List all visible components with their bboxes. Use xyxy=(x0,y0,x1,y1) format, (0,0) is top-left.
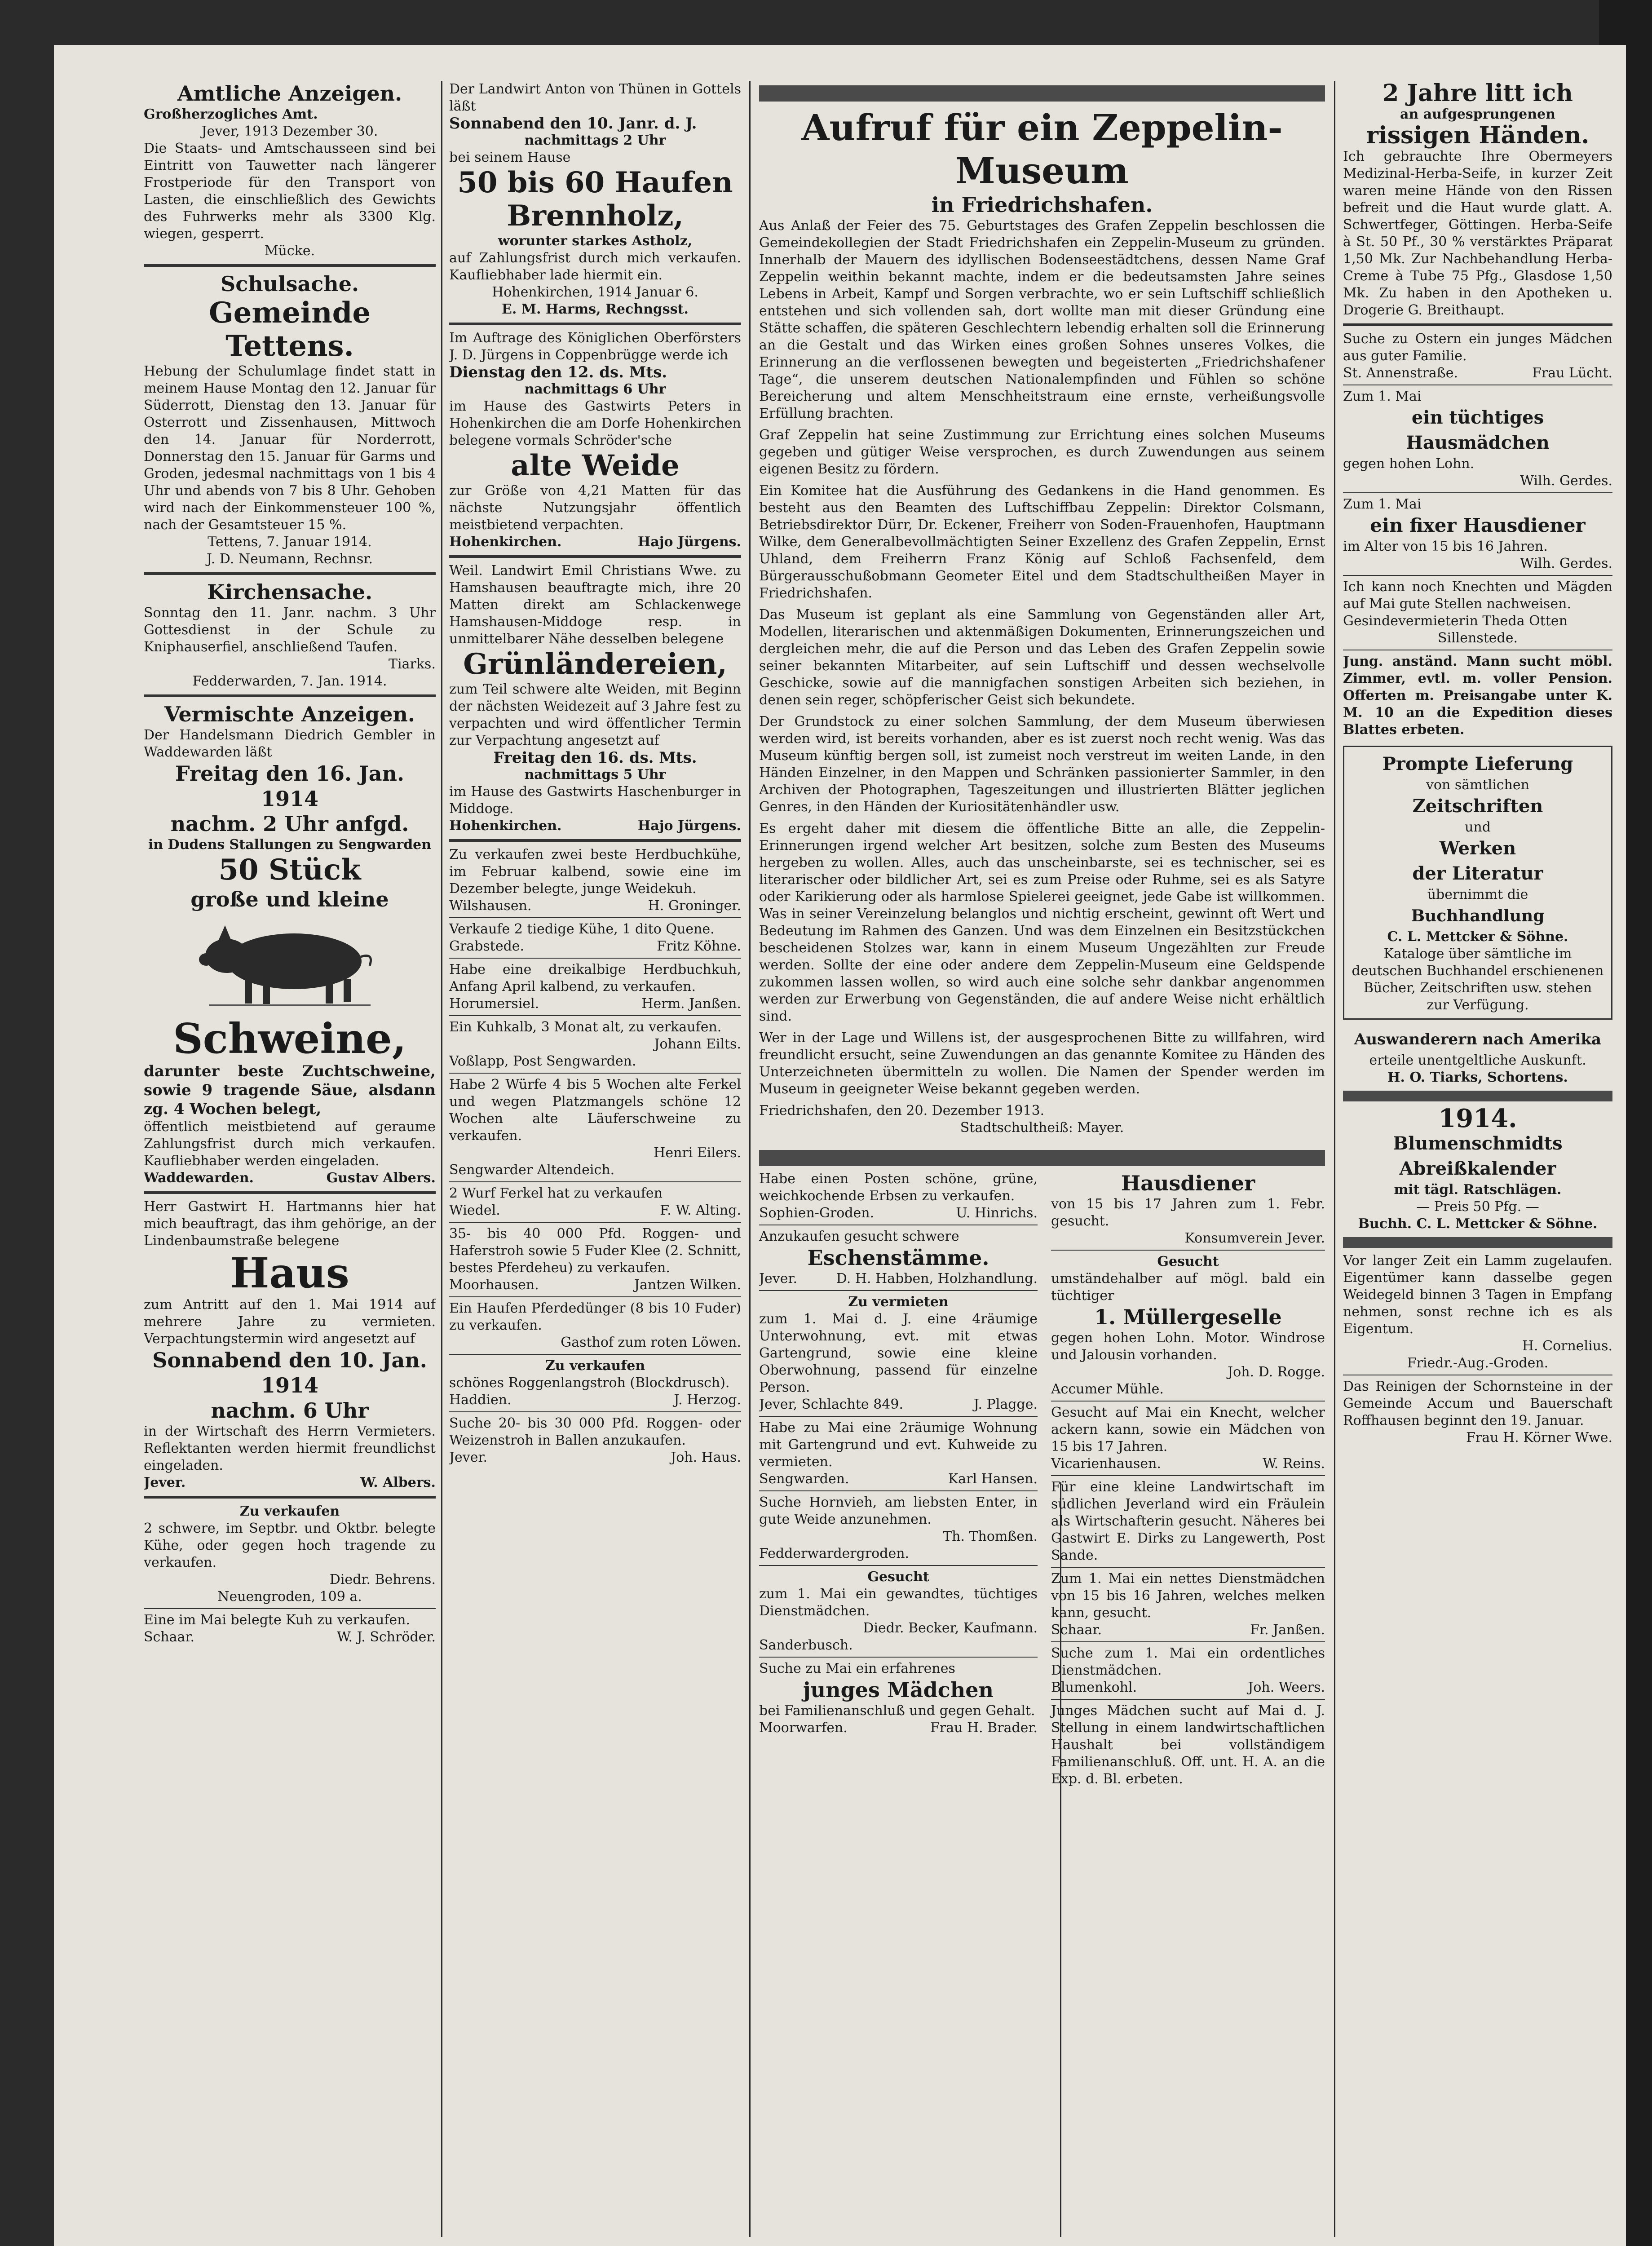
ad-signature: Fritz Köhne. xyxy=(657,938,741,954)
divider xyxy=(449,323,741,325)
divider xyxy=(1343,323,1612,326)
notice-date: Tettens, 7. Januar 1914. xyxy=(208,534,372,550)
ad-signature: Wilh. Gerdes. xyxy=(1520,473,1612,489)
notice-signature: Mücke. xyxy=(264,243,315,259)
notice-text: Die Staats- und Amtschausseen sind bei Eintritt von Tauwetter nach längerer Frostperiode für den Transport von Lasten, die einschließlich des Gewichts des Fuhrwerks mehr als 3300 Klg. wiegen, gesperrt. xyxy=(144,141,436,242)
ad-text: Weil. Landwirt Emil Christians Wwe. zu Hamshausen beauftragte mich, ihre 20 Matten direkt am Schlackenwege Hamshausen-Middoge resp. in unmittelbarer Nähe desselben belegene xyxy=(449,563,741,647)
ad-heading: Zu verkaufen xyxy=(545,1358,645,1374)
ad-place: Wiedel. xyxy=(449,1203,500,1218)
ad-heading: junges Mädchen xyxy=(803,1678,994,1702)
ad-heading: alte Weide xyxy=(511,449,680,482)
ad-text: Kataloge über sämtliche im deutschen Buchhandel erschienenen Bücher, Zeitschriften usw. stehen zur Verfügung. xyxy=(1352,946,1604,1013)
ad-heading: Blumenschmidts Abreißkalender xyxy=(1393,1133,1563,1179)
article-paragraph: Der Grundstock zu einer solchen Sammlung, der dem Museum überwiesen werden wird, ist bereits vorhanden, aber es ist zuerst noch recht wenig. Was das Museum künftig bergen soll, ist zumeist noch verstreut im weiten Lande, in den Händen Einzelner, in den Mappen und Schränken passionierter Sammler, in den Archiven der Photographen, Tageszeitungen und illustrierten Blätter jeglichen Genres, in den Händen der Kuriositätenhändler usw. xyxy=(759,714,1325,815)
ad-text: auf Zahlungsfrist durch mich verkaufen. Kaufliebhaber lade hiermit ein. xyxy=(449,250,741,283)
ad-place: Hohenkirchen. xyxy=(449,818,562,834)
article-date: Friedrichshafen, den 20. Dezember 1913. xyxy=(759,1103,1045,1119)
bookshop-ad xyxy=(1343,746,1612,1020)
divider xyxy=(144,572,436,575)
ad-time: nachm. 6 Uhr xyxy=(211,1398,369,1423)
ad-place: Jever. xyxy=(759,1271,798,1287)
ad-heading: Schweine, xyxy=(173,1014,406,1063)
ad-heading: Auswanderern nach Amerika xyxy=(1354,1030,1602,1048)
ad-text: Zum 1. Mai xyxy=(1343,389,1422,404)
article-paragraph: Graf Zeppelin hat seine Zustimmung zur Errichtung eines solchen Museums gegeben und gütiger Weise versprochen, es durch Zuwendungen aus seinem eigenen Besitz zu fördern. xyxy=(759,427,1325,477)
ad-heading: Gesucht xyxy=(867,1569,929,1585)
ad-text: Suche 20- bis 30 000 Pfd. Roggen- oder Weizenstroh in Ballen anzukaufen. xyxy=(449,1415,741,1448)
banner-bar xyxy=(759,85,1325,102)
ad-text: 2 schwere, im Septbr. und Oktbr. belegte Kühe, oder gegen hoch tragende zu verkaufen. xyxy=(144,1521,436,1570)
ad-text: umständehalber auf mögl. bald ein tüchtiger xyxy=(1051,1271,1325,1304)
ad-text: Im Auftrage des Königlichen Oberförsters J. D. Jürgens in Coppenbrügge werde ich xyxy=(449,330,741,363)
ad-signature: Diedr. Behrens. xyxy=(329,1572,436,1587)
ad-date: Freitag den 16. Jan. 1914 xyxy=(175,761,405,811)
section-title: Amtliche Anzeigen. xyxy=(177,81,402,106)
divider xyxy=(449,917,741,918)
ad-signature: W. Albers. xyxy=(360,1475,436,1490)
ad-place: St. Annenstraße. xyxy=(1343,365,1458,381)
article-signature: Stadtschultheiß: Mayer. xyxy=(960,1120,1124,1136)
column-rule xyxy=(1334,81,1335,2237)
ad-text: Verkaufe 2 tiedige Kühe, 1 dito Quene. xyxy=(449,921,715,937)
ad-signature: Jantzen Wilken. xyxy=(634,1277,741,1293)
ad-text: Ich gebrauchte Ihre Obermeyers Medizinal-Herba-Seife, in kurzer Zeit waren meine Hände von den Rissen befreit und die Haut wurde glatt. A. Schwertfeger, Göttingen. Herba-Seife à St. 50 Pf., 30 % verstärktes Präparat 1,50 Mk. Zur Nachbehandlung Herba-Creme à Tube 75 Pfg., Glasdose 1,50 Mk. Zu haben in den Apotheken u. Drogerie G. Breithaupt. xyxy=(1343,149,1612,318)
ad-signature: Gasthof zum roten Löwen. xyxy=(561,1335,741,1350)
ad-text: im Hause des Gastwirts Haschenburger in Middoge. xyxy=(449,784,741,817)
ad-place: Jever. xyxy=(449,1450,488,1465)
ad-price: — Preis 50 Pfg. — xyxy=(1416,1199,1539,1215)
ad-text: Herr Gastwirt H. Hartmanns hier hat mich beauftragt, das ihm gehörige, an der Lindenbaumstraße belegene xyxy=(144,1199,436,1249)
section-title: Kirchensache. xyxy=(207,580,373,604)
ad-signature: Gesindevermieterin Theda Otten xyxy=(1343,613,1568,629)
ad-subheading: mit tägl. Ratschlägen. xyxy=(1394,1182,1562,1198)
ad-heading: Zu vermieten xyxy=(848,1294,949,1310)
banner-bar xyxy=(1343,1091,1612,1101)
ad-signature: Joh. Haus. xyxy=(671,1450,741,1465)
ad-place: bei seinem Hause xyxy=(449,150,571,165)
ad-text: in der Wirtschaft des Herrn Vermieters. Reflektanten werden hiermit freundlichst eingeladen. xyxy=(144,1424,436,1473)
ad-subheading: worunter starkes Astholz, xyxy=(498,233,693,249)
column-3 xyxy=(759,81,1325,1788)
notice-heading: Gemeinde Tettens. xyxy=(208,296,371,363)
subcolumn-right xyxy=(1051,1171,1325,1788)
ad-text: Suche Hornvieh, am liebsten Enter, in gute Weide anzunehmen. xyxy=(759,1494,1038,1527)
ad-signature: Hajo Jürgens. xyxy=(637,534,741,550)
ad-place: Sophien-Groden. xyxy=(759,1205,875,1221)
ad-place: Blumenkohl. xyxy=(1051,1680,1137,1695)
ad-signature: F. W. Alting. xyxy=(660,1203,741,1218)
section-title: Schulsache. xyxy=(220,272,359,296)
ad-text: im Alter von 15 bis 16 Jahren. xyxy=(1343,539,1548,554)
ad-place: Voßlapp, Post Sengwarden. xyxy=(449,1053,636,1069)
ad-heading: 1. Müllergeselle xyxy=(1094,1305,1282,1329)
ad-signature: Henri Eilers. xyxy=(654,1145,741,1161)
divider xyxy=(1051,1699,1325,1700)
notice-date: Jever, 1913 Dezember 30. xyxy=(201,124,378,139)
ad-heading: Zu verkaufen xyxy=(239,1503,340,1519)
ad-signature: W. J. Schröder. xyxy=(336,1629,436,1645)
ad-time: nachmittags 5 Uhr xyxy=(524,767,666,783)
ad-place: Grabstede. xyxy=(449,938,525,954)
ad-signature: H. Groninger. xyxy=(648,898,741,914)
section-title: Vermischte Anzeigen. xyxy=(164,702,415,726)
divider xyxy=(144,1608,436,1609)
ad-text: und xyxy=(1465,819,1491,835)
article-paragraph: Es ergeht daher mit diesem die öffentliche Bitte an alle, die Zeppelin-Erinnerungen irgend welcher Art besitzen, solche zum Besten des Museums hergeben zu wollen. Alles, auch das unscheinbarste, sei es technischer, sei es literarischer oder bildlicher Art, sei es zum Preise oder Ruhme, sei es als Satyre oder Karikierung oder als harmlose Spielerei geeignet, jede Gabe ist willkommen. Was in seiner Vereinzelung belanglos und nichtig erscheint, gewinnt oft Wert und Bedeutung im Rahmen des Ganzen. Und was dem Einzelnen ein Besitzstückchen bescheidenen Stolzes war, kann in einem Museum Ungezählten zur Freude werden. Sollte der eine oder andere dem Zeppelin-Museum eine Geldspende zukommen lassen wollen, so wird auch eine solche sehr dankbar angenommen werden zur Erwerbung von Gegenständen, die auf andere Weise nicht erhältlich sind. xyxy=(759,821,1325,1024)
ad-signature: H. O. Tiarks, Schortens. xyxy=(1387,1070,1568,1085)
divider xyxy=(1051,1641,1325,1642)
ad-text: Ich kann noch Knechten und Mägden auf Mai gute Stellen nachweisen. xyxy=(1343,579,1612,612)
ad-place: Horumersiel. xyxy=(449,996,539,1012)
ad-text: Junges Mädchen sucht auf Mai d. J. Stellung in einem landwirtschaftlichen Haushalt bei vollständigem Familienanschluß. Off. unt. H. A. an die Exp. d. Bl. erbeten. xyxy=(1051,1703,1325,1787)
ad-place: Sengwarden. xyxy=(759,1471,849,1487)
ad-place: Sanderbusch. xyxy=(759,1637,853,1653)
ad-text: Der Landwirt Anton von Thünen in Gottels läßt xyxy=(449,81,741,114)
ad-text: Ein Haufen Pferdedünger (8 bis 10 Fuder) zu verkaufen. xyxy=(449,1300,741,1333)
ad-text: Zum 1. Mai xyxy=(1343,496,1422,512)
notice-text: Sonntag den 11. Janr. nachm. 3 Uhr Gottesdienst in der Schule zu Kniphauserfiel, anschließend Taufen. xyxy=(144,605,436,655)
ad-signature: U. Hinrichs. xyxy=(956,1205,1038,1221)
ad-heading: ein tüchtiges Hausmädchen xyxy=(1406,407,1550,453)
ad-heading: 50 bis 60 Haufen xyxy=(457,166,733,199)
ad-text: erteile unentgeltliche Auskunft. xyxy=(1369,1052,1586,1068)
ad-heading: rissigen Händen. xyxy=(1366,122,1590,149)
divider xyxy=(1343,492,1612,493)
divider xyxy=(144,694,436,697)
ad-date: Freitag den 16. ds. Mts. xyxy=(493,749,697,767)
ad-signature: Diedr. Becker, Kaufmann. xyxy=(863,1620,1038,1636)
banner-bar xyxy=(1343,1237,1612,1248)
divider xyxy=(449,555,741,558)
ad-signature: Th. Thomßen. xyxy=(943,1529,1038,1544)
ad-signature: Joh. D. Rogge. xyxy=(1228,1364,1325,1380)
ad-signature: Konsumverein Jever. xyxy=(1184,1230,1325,1246)
ad-text: darunter beste Zuchtschweine, sowie 9 tragende Säue, alsdann zg. 4 Wochen belegt, xyxy=(144,1062,436,1118)
divider xyxy=(1051,1401,1325,1402)
article-subtitle: in Friedrichshafen. xyxy=(931,193,1153,217)
notice-date: Fedderwarden, 7. Jan. 1914. xyxy=(192,673,387,689)
ad-signature: Frau H. Körner Wwe. xyxy=(1466,1430,1612,1446)
ad-heading: Gesucht xyxy=(1157,1254,1219,1269)
ad-text: Zu verkaufen zwei beste Herdbuchkühe, im Februar kalbend, sowie eine im Dezember belegte, junge Weidekuh. xyxy=(449,847,741,897)
article-title: Aufruf für ein Zeppelin-Museum xyxy=(801,106,1283,192)
ad-signature: Karl Hansen. xyxy=(948,1471,1038,1487)
ad-place: Sillenstede. xyxy=(1437,630,1518,646)
ad-signature: H. Cornelius. xyxy=(1522,1338,1612,1354)
article-paragraph: Das Museum ist geplant als eine Sammlung von Gegenständen aller Art, Modellen, literarischen und aktenmäßigen Dokumenten, Erinnerungszeichen und dergleichen mehr, die auf die Person und das Leben des Grafen Zeppelin sowie seiner bekannten Mitarbeiter, auf sein Luftschiff und dessen wechselvolle Geschicke, sowie auf die mannigfachen sonstigen Arbeiten sich beziehen, in denen sein reger, schöpferischer Geist sich bekundete. xyxy=(759,607,1325,708)
divider xyxy=(144,264,436,267)
column-1 xyxy=(144,81,436,1646)
ad-heading: 1914. xyxy=(1438,1104,1517,1133)
ad-signature: Herm. Janßen. xyxy=(641,996,741,1012)
ad-place: Jever, Schlachte 849. xyxy=(759,1397,904,1412)
ad-heading: C. L. Mettcker & Söhne. xyxy=(1387,929,1568,945)
ad-place: Sengwarder Altendeich. xyxy=(449,1162,615,1178)
ad-text: Eine im Mai belegte Kuh zu verkaufen. xyxy=(144,1612,411,1628)
ad-place: Vicarienhausen. xyxy=(1051,1456,1161,1472)
ad-text: Suche zu Ostern ein junges Mädchen aus guter Familie. xyxy=(1343,331,1612,364)
divider xyxy=(1343,575,1612,576)
ad-text: 35- bis 40 000 Pfd. Roggen- und Haferstroh sowie 5 Fuder Klee (2. Schnitt, bestes Pferdeheu) zu verkaufen. xyxy=(449,1226,741,1276)
divider xyxy=(759,1290,1038,1291)
subcolumn-left xyxy=(759,1171,1038,1788)
ad-text: zum 1. Mai d. J. eine 4räumige Unterwohnung, evt. mit etwas Gartengrund, sowie eine kleine Oberwohnung, passend für einzelne Person. xyxy=(759,1311,1038,1395)
ad-heading: Brennholz, xyxy=(507,199,684,233)
ad-place: Waddewarden. xyxy=(144,1170,254,1186)
divider xyxy=(1051,1250,1325,1251)
ad-place: Wilshausen. xyxy=(449,898,532,914)
ad-heading: Grünländereien, xyxy=(463,647,727,681)
ad-signature: Buchh. C. L. Mettcker & Söhne. xyxy=(1358,1216,1598,1232)
ad-subheading: große und kleine xyxy=(190,887,389,911)
ad-place: in Dudens Stallungen zu Sengwarden xyxy=(148,837,432,853)
ad-place: Haddien. xyxy=(449,1392,512,1408)
ad-text: Suche zu Mai ein erfahrenes xyxy=(759,1661,955,1676)
ad-date: Sonnabend den 10. Janr. d. J. xyxy=(449,115,697,133)
ad-place: Hohenkirchen. xyxy=(449,534,562,550)
ad-date: Hohenkirchen, 1914 Januar 6. xyxy=(492,284,698,300)
ad-text: Jung. anständ. Mann sucht möbl. Zimmer, evtl. m. voller Pension. Offerten m. Preisangabe unter K. M. 10 an die Expedition dieses Blattes erbeten. xyxy=(1343,654,1612,738)
divider xyxy=(1051,1567,1325,1568)
divider xyxy=(449,1354,741,1355)
ad-heading: Werken xyxy=(1439,838,1516,859)
divider xyxy=(449,1073,741,1074)
newspaper-page xyxy=(54,45,1626,2246)
divider xyxy=(759,1565,1038,1566)
ad-signature: Fr. Janßen. xyxy=(1250,1622,1325,1638)
ad-heading: 2 Jahre litt ich xyxy=(1383,81,1573,107)
article-paragraph: Wer in der Lage und Willens ist, der ausgesprochenen Bitte zu willfahren, wird freundlicht ersucht, seine Zuwendungen an das genannte Komitee zu Händen des Unterzeichneten übermitteln zu wollen. Die Namen der Spender werden im Museum in geeigneter Weise bekannt gegeben werden. xyxy=(759,1030,1325,1097)
ad-signature: Frau Lücht. xyxy=(1532,365,1612,381)
ad-signature: W. Reins. xyxy=(1263,1456,1325,1472)
ad-text: zum 1. Mai ein gewandtes, tüchtiges Dienstmädchen. xyxy=(759,1586,1038,1619)
ad-signature: E. M. Harms, Rechngsst. xyxy=(502,301,689,317)
ad-signature: Gustav Albers. xyxy=(326,1170,436,1186)
ad-text: gegen hohen Lohn. xyxy=(1343,456,1475,472)
ad-text: zum Teil schwere alte Weiden, mit Beginn der nächsten Weidezeit auf 3 Jahre fest zu verpachten und wird öffentlicher Termin zur Verpachtung angesetzt auf xyxy=(449,681,741,748)
ad-signature: Frau H. Brader. xyxy=(930,1720,1038,1736)
column-rule xyxy=(749,81,751,2237)
divider xyxy=(144,1191,436,1194)
ad-time: nachm. 2 Uhr anfgd. xyxy=(170,812,409,836)
column-4 xyxy=(1343,81,1612,1446)
ad-time: nachmittags 6 Uhr xyxy=(524,381,666,397)
ad-text: Zum 1. Mai ein nettes Dienstmädchen von 15 bis 16 Jahren, welches melken kann, gesucht. xyxy=(1051,1571,1325,1621)
ad-heading: Haus xyxy=(230,1249,349,1297)
divider xyxy=(449,1296,741,1297)
divider xyxy=(449,839,741,842)
ad-text: übernimmt die xyxy=(1427,887,1528,902)
ad-signature: J. Herzog. xyxy=(674,1392,741,1408)
ad-place: Schaar. xyxy=(144,1629,195,1645)
ad-text: Das Reinigen der Schornsteine in der Gemeinde Accum und Bauerschaft Roffhausen beginnt den 19. Januar. xyxy=(1343,1379,1612,1428)
article-paragraph: Ein Komitee hat die Ausführung des Gedankens in die Hand genommen. Es besteht aus den Beamten des Luftschiffbau Zeppelin: Direktor Colsmann, Betriebsdirektor Dürr, Dr. Eckener, Freiherr von Soden-Frauenhofen, Hauptmann Wilke, dem Generalbevollmächtigten Seiner Exzellenz des Grafen Zeppelin, Ernst Uhland, dem Freiherrn Franz König auf Schloß Fachsenfeld, dem Bürgerausschußobmann Geometer Eitel und dem Stadtschultheißen Mayer in Friedrichshafen. xyxy=(759,483,1325,601)
ad-place: Moorwarfen. xyxy=(759,1720,848,1736)
divider xyxy=(449,1181,741,1182)
ad-signature: Joh. Weers. xyxy=(1248,1680,1325,1695)
divider xyxy=(759,1657,1038,1658)
ad-text: 2 Wurf Ferkel hat zu verkaufen xyxy=(449,1185,663,1201)
ad-heading: Eschenstämme. xyxy=(807,1246,989,1270)
divider xyxy=(449,958,741,959)
ad-place: Accumer Mühle. xyxy=(1051,1381,1164,1397)
divider xyxy=(449,1015,741,1016)
ad-place: Fedderwardergroden. xyxy=(759,1546,910,1561)
ad-text: schönes Roggenlangstroh (Blockdrusch). xyxy=(449,1375,730,1391)
column-rule xyxy=(441,81,442,2237)
ad-place: Jever. xyxy=(144,1475,186,1490)
ad-text: Habe eine dreikalbige Herdbuchkuh, Anfang April kalbend, zu verkaufen. xyxy=(449,962,741,995)
ad-signature: J. Plagge. xyxy=(973,1397,1038,1412)
ad-heading: ein fixer Hausdiener xyxy=(1370,514,1586,536)
ad-place: Neuengroden, 109 a. xyxy=(217,1589,362,1605)
ad-text: öffentlich meistbietend auf geraume Zahlungsfrist durch mich verkaufen. Kaufliebhaber werden eingeladen. xyxy=(144,1119,436,1169)
pig-illustration xyxy=(195,916,384,1011)
ad-signature: Wilh. Gerdes. xyxy=(1520,556,1612,571)
ad-text: Suche zum 1. Mai ein ordentliches Dienstmädchen. xyxy=(1051,1645,1325,1678)
notice-signature: Tiarks. xyxy=(389,656,436,672)
ad-text: Gesucht auf Mai ein Knecht, welcher ackern kann, sowie ein Mädchen von 15 bis 17 Jahren. xyxy=(1051,1405,1325,1455)
divider xyxy=(759,1416,1038,1417)
ad-text: Der Handelsmann Diedrich Gembler in Waddewarden läßt xyxy=(144,727,436,760)
ad-heading: Buchhandlung xyxy=(1411,906,1545,925)
ad-place: Friedr.-Aug.-Groden. xyxy=(1407,1355,1549,1371)
ad-text: bei Familienanschluß und gegen Gehalt. xyxy=(759,1703,1035,1719)
column-2 xyxy=(449,81,741,1466)
ad-text: Ein Kuhkalb, 3 Monat alt, zu verkaufen. xyxy=(449,1019,722,1035)
notice-signature: J. D. Neumann, Rechnsr. xyxy=(207,551,373,567)
ad-subheading: an aufgesprungenen xyxy=(1400,106,1555,122)
ad-text: Für eine kleine Landwirtschaft im südlichen Jeverland wird ein Fräulein als Wirtschafterin gesucht. Näheres bei Gastwirt E. Dirks zu Langewerth, Post Sande. xyxy=(1051,1479,1325,1563)
ad-text: zum Antritt auf den 1. Mai 1914 auf mehrere Jahre zu vermieten. Verpachtungstermin wird angesetzt auf xyxy=(144,1297,436,1347)
divider xyxy=(144,1496,436,1499)
ad-date: Sonnabend den 10. Jan. 1914 xyxy=(152,1348,427,1397)
ad-heading: Prompte Lieferung xyxy=(1382,753,1573,774)
ad-text: Anzukaufen gesucht schwere xyxy=(759,1229,959,1244)
notice-head: Großherzogliches Amt. xyxy=(144,106,318,122)
divider xyxy=(449,1411,741,1412)
ad-text: im Hause des Gastwirts Peters in Hohenkirchen die am Dorfe Hohenkirchen belegene vormals Schröder'sche xyxy=(449,398,741,448)
ad-text: Habe 2 Würfe 4 bis 5 Wochen alte Ferkel und wegen Platzmangels schöne 12 Wochen alte Läuferschweine zu verkaufen. xyxy=(449,1077,741,1144)
ad-signature: D. H. Habben, Holzhandlung. xyxy=(836,1271,1038,1287)
ad-time: nachmittags 2 Uhr xyxy=(524,133,666,148)
ad-text: gegen hohen Lohn. Motor. Windrose und Jalousin vorhanden. xyxy=(1051,1330,1325,1363)
notice-text: Hebung der Schulumlage findet statt in meinem Hause Montag den 12. Januar für Süderrott, Dienstag den 13. Januar für Osterrott und Zissenhausen, Mittwoch den 14. Januar für Norderrott, Donnerstag den 15. Januar für Garms und Groden, jedesmal nachmittags von 1 bis 4 Uhr und abends von 7 bis 8 Uhr. Gehoben wird nach der Einkommensteuer 100 %, nach der Gesamtsteuer 15 %. xyxy=(144,363,436,533)
ad-text: zur Größe von 4,21 Matten für das nächste Nutzungsjahr öffentlich meistbietend verpachten. xyxy=(449,483,741,533)
ad-signature: Hajo Jürgens. xyxy=(637,818,741,834)
ad-heading: 50 Stück xyxy=(218,853,361,887)
ad-heading: der Literatur xyxy=(1412,863,1543,884)
ad-signature: Johann Eilts. xyxy=(654,1036,741,1052)
ad-text: Habe zu Mai eine 2räumige Wohnung mit Gartengrund und evt. Kuhweide zu vermieten. xyxy=(759,1420,1038,1470)
ad-heading: Hausdiener xyxy=(1121,1171,1255,1195)
ad-date: Dienstag den 12. ds. Mts. xyxy=(449,363,667,381)
article-paragraph: Aus Anlaß der Feier des 75. Geburtstages des Grafen Zeppelin beschlossen die Gemeindekollegien der Stadt Friedrichshafen ein Zeppelin-Museum zu gründen. Innerhalb der Mauern des idyllischen Bodenseestädtchens, dessen Name Graf Zeppelin weithin bekannt machte, indem er die bedeutsamsten Jahre seines Lebens in Arbeit, Kampf und Sorgen verbrachte, wo er sein Luftschiff schließlich entstehen und sich vollenden sah, dort wollte man mit dieser Gründung eine Stätte schaffen, die späteren Geschlechtern lebendig erhalten soll die Erinnerung an die Gestalt und das Wirken eines großen Sohnes unseres Volkes, die Erinnerung an die verflossenen bewegten und begeisterten „Friedrichshafener Tage“, die unserem deutschen Nationalempfinden und Fühlen so schöne Bereicherung und altem Menschheitstraum eine ernste, verheißungsvolle Erfüllung brachten. xyxy=(759,218,1325,421)
divider xyxy=(759,1490,1038,1491)
ad-text: von sämtlichen xyxy=(1426,777,1530,793)
divider xyxy=(1051,1475,1325,1476)
ad-heading: Zeitschriften xyxy=(1412,796,1543,817)
ad-text: Vor langer Zeit ein Lamm zugelaufen. Eigentümer kann dasselbe gegen Weidegeld binnen 3 Tagen in Empfang nehmen, sonst rechne ich es als Eigentum. xyxy=(1343,1253,1612,1337)
ad-place: Moorhausen. xyxy=(449,1277,539,1293)
ad-text: von 15 bis 17 Jahren zum 1. Febr. gesucht. xyxy=(1051,1196,1325,1229)
ad-text: Habe einen Posten schöne, grüne, weichkochende Erbsen zu verkaufen. xyxy=(759,1171,1038,1204)
divider xyxy=(449,1222,741,1223)
ad-place: Schaar. xyxy=(1051,1622,1102,1638)
banner-bar xyxy=(759,1150,1325,1166)
